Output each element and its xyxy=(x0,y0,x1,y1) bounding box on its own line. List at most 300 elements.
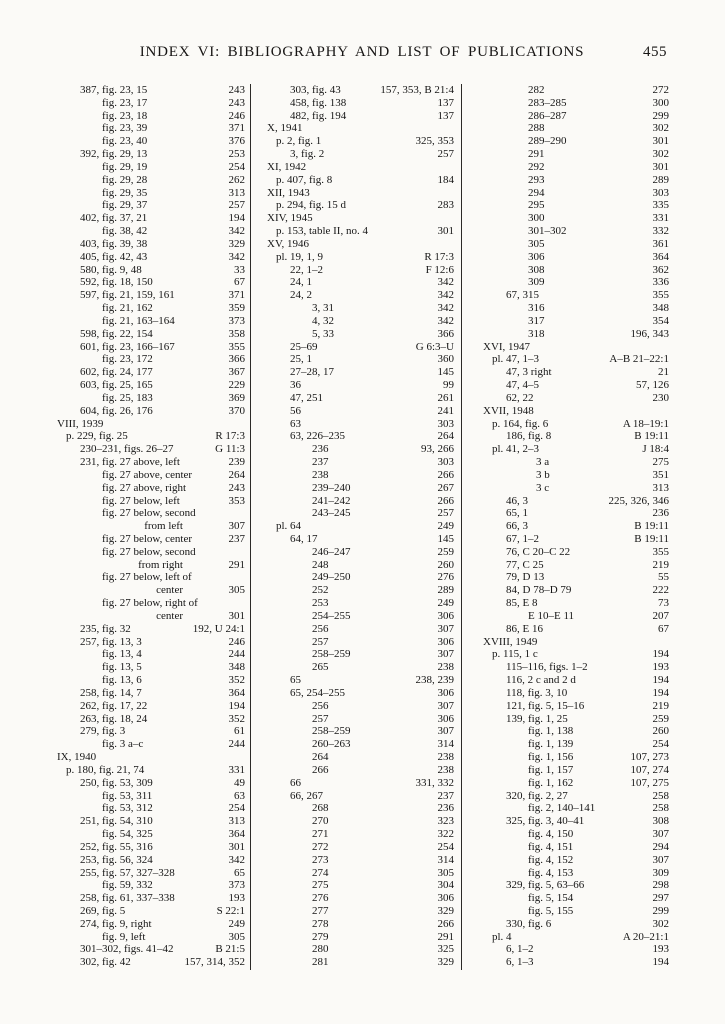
index-entry xyxy=(57,815,245,828)
index-entry xyxy=(57,238,245,251)
entry-reference: 107, 273 xyxy=(630,751,669,764)
index-entry xyxy=(483,713,669,726)
entry-label: XVIII, 1949 xyxy=(483,635,538,648)
entry-label: fig. 53, 311 xyxy=(102,789,153,802)
index-entry xyxy=(267,610,454,623)
entry-label: fig. 29, 37 xyxy=(102,199,148,212)
index-entry xyxy=(267,764,454,777)
entry-reference: 307 xyxy=(437,699,454,712)
index-entry xyxy=(483,802,669,815)
entry-reference: 243 xyxy=(228,481,245,494)
index-entry xyxy=(267,777,454,790)
entry-label: 66 xyxy=(290,776,301,789)
entry-reference: 306 xyxy=(437,635,454,648)
entry-reference: 238 xyxy=(437,763,454,776)
index-entry xyxy=(267,879,454,892)
entry-label: 243–245 xyxy=(312,507,351,520)
entry-reference: 301 xyxy=(228,840,245,853)
entry-label: p. 153, table II, no. 4 xyxy=(276,225,368,238)
index-entry xyxy=(483,495,669,508)
index-entry xyxy=(57,264,245,277)
entry-reference: A 20–21:1 xyxy=(622,930,669,943)
index-entry xyxy=(267,148,454,161)
index-entry xyxy=(57,661,245,674)
entry-label: 230–231, figs. 26–27 xyxy=(80,443,174,456)
entry-label: fig. 27 below, left xyxy=(102,494,180,507)
entry-label: 65 xyxy=(290,674,301,687)
entry-reference: 157, 353, B 21:4 xyxy=(380,84,454,96)
index-entry xyxy=(483,597,669,610)
index-entry xyxy=(267,405,454,418)
index-entry xyxy=(483,854,669,867)
entry-reference: 275 xyxy=(652,456,669,469)
entry-label: 317 xyxy=(528,314,545,327)
index-entry xyxy=(267,738,454,751)
entry-reference: 243 xyxy=(228,96,245,109)
entry-reference: 246 xyxy=(228,635,245,648)
entry-label: fig. 5, 154 xyxy=(528,892,574,905)
entry-label: fig. 23, 17 xyxy=(102,96,148,109)
entry-reference: 305 xyxy=(228,584,245,597)
entry-reference: 193 xyxy=(652,943,669,956)
entry-label: p. 180, fig. 21, 74 xyxy=(66,763,145,776)
entry-label: 301–302, figs. 41–42 xyxy=(80,943,174,956)
entry-label: fig. 9, left xyxy=(102,930,146,943)
entry-label: 329, fig. 5, 63–66 xyxy=(506,879,585,892)
index-entry xyxy=(57,110,245,123)
entry-label: 598, fig. 22, 154 xyxy=(80,327,153,340)
entry-reference: 364 xyxy=(228,828,245,841)
entry-label: 264 xyxy=(312,751,329,764)
entry-label: XI, 1942 xyxy=(267,160,307,173)
entry-reference: 302 xyxy=(652,917,669,930)
entry-label: fig. 59, 332 xyxy=(102,879,153,892)
entry-reference: 342 xyxy=(437,314,454,327)
index-entry xyxy=(483,379,669,392)
index-entry xyxy=(267,225,454,238)
entry-reference: 289 xyxy=(437,584,454,597)
entry-reference: 364 xyxy=(228,686,245,699)
entry-reference: 376 xyxy=(228,135,245,148)
index-entry xyxy=(483,507,669,520)
index-entry xyxy=(483,956,669,969)
entry-label: fig. 13, 6 xyxy=(102,674,142,687)
entry-reference: 194 xyxy=(652,648,669,661)
entry-reference: 329 xyxy=(437,956,454,969)
index-entry xyxy=(267,276,454,289)
entry-label: p. 164, fig. 6 xyxy=(492,417,549,430)
entry-reference: 254 xyxy=(228,802,245,815)
index-entry xyxy=(57,97,245,110)
entry-reference: 303 xyxy=(437,456,454,469)
entry-reference: 352 xyxy=(228,712,245,725)
index-entry xyxy=(483,828,669,841)
entry-label: 277 xyxy=(312,905,329,917)
entry-reference: 222 xyxy=(652,584,669,597)
index-entry xyxy=(57,379,245,392)
index-entry xyxy=(483,135,669,148)
index-entry xyxy=(483,892,669,905)
index-entry xyxy=(57,931,245,944)
entry-reference: 301 xyxy=(652,160,669,173)
index-column-1 xyxy=(57,84,245,969)
index-entry xyxy=(267,918,454,931)
index-entry xyxy=(267,674,454,687)
entry-label: fig. 4, 151 xyxy=(528,840,574,853)
index-entry xyxy=(483,777,669,790)
entry-label: 482, fig. 194 xyxy=(290,109,347,122)
index-entry xyxy=(57,251,245,264)
entry-reference: A 18–19:1 xyxy=(622,417,669,430)
index-entry xyxy=(57,790,245,803)
index-entry xyxy=(483,482,669,495)
entry-reference: 246 xyxy=(228,109,245,122)
index-entry xyxy=(267,700,454,713)
entry-label: 6, 1–3 xyxy=(506,956,534,969)
entry-label: 280 xyxy=(312,943,329,956)
index-section-heading xyxy=(57,418,245,431)
entry-label: p. 2, fig. 1 xyxy=(276,135,322,148)
entry-label: 3 a xyxy=(536,456,550,469)
entry-label: 597, fig. 21, 159, 161 xyxy=(80,289,175,302)
entry-reference: 325, 353 xyxy=(415,135,454,148)
entry-label: 580, fig. 9, 48 xyxy=(80,263,142,276)
index-entry xyxy=(483,546,669,559)
entry-reference: 193 xyxy=(228,892,245,905)
index-entry xyxy=(57,802,245,815)
index-entry xyxy=(57,174,245,187)
entry-label: 86, E 16 xyxy=(506,622,543,635)
index-entry xyxy=(267,366,454,379)
entry-label: 3, 31 xyxy=(312,302,334,315)
index-entry xyxy=(57,225,245,238)
entry-label: 300 xyxy=(528,212,545,225)
entry-reference: 55 xyxy=(658,571,669,584)
index-section-heading xyxy=(267,212,454,225)
index-section-heading xyxy=(483,405,669,418)
index-entry xyxy=(57,738,245,751)
entry-label: 4, 32 xyxy=(312,314,334,327)
index-entry xyxy=(267,956,454,969)
index-entry xyxy=(57,148,245,161)
entry-label: 231, fig. 27 above, left xyxy=(80,456,180,469)
entry-reference: 239 xyxy=(228,456,245,469)
index-entry xyxy=(483,815,669,828)
entry-reference: 304 xyxy=(437,879,454,892)
entry-reference: 257 xyxy=(437,507,454,520)
entry-reference: R 17:3 xyxy=(215,430,245,443)
entry-label: 258–259 xyxy=(312,725,351,738)
entry-reference: B 19:11 xyxy=(634,520,669,533)
entry-label: 118, fig. 3, 10 xyxy=(506,686,568,699)
entry-reference: 348 xyxy=(652,302,669,315)
index-entry xyxy=(483,443,669,456)
index-section-heading xyxy=(57,751,245,764)
entry-reference: 322 xyxy=(437,828,454,841)
entry-label: fig. 27 below, right of xyxy=(102,597,198,610)
index-entry xyxy=(57,559,245,572)
index-entry xyxy=(483,225,669,238)
entry-label: 253 xyxy=(312,597,329,610)
entry-reference: 262 xyxy=(228,173,245,186)
entry-label: 405, fig. 42, 43 xyxy=(80,250,148,263)
index-entry xyxy=(57,328,245,341)
index-entry xyxy=(483,623,669,636)
entry-reference: 219 xyxy=(652,558,669,571)
index-entry xyxy=(483,687,669,700)
index-entry xyxy=(57,700,245,713)
entry-reference: 107, 275 xyxy=(630,776,669,789)
index-entry xyxy=(483,392,669,405)
index-entry xyxy=(57,289,245,302)
entry-reference: 331 xyxy=(228,763,245,776)
index-entry xyxy=(483,648,669,661)
entry-reference: 21 xyxy=(658,366,669,379)
entry-reference: 65 xyxy=(234,866,245,879)
entry-reference: 307 xyxy=(437,622,454,635)
entry-label: fig. 53, 312 xyxy=(102,802,153,815)
entry-reference: 301 xyxy=(437,225,454,238)
entry-label: 253, fig. 56, 324 xyxy=(80,853,153,866)
entry-reference: 336 xyxy=(652,276,669,289)
entry-label: 25, 1 xyxy=(290,353,312,366)
entry-label: 139, fig. 1, 25 xyxy=(506,712,568,725)
index-entry xyxy=(57,405,245,418)
index-entry xyxy=(267,507,454,520)
index-entry xyxy=(267,546,454,559)
index-entry xyxy=(267,341,454,354)
entry-reference: 249 xyxy=(437,597,454,610)
entry-reference: 352 xyxy=(228,674,245,687)
entry-label: 64, 17 xyxy=(290,532,318,545)
index-entry xyxy=(483,418,669,431)
entry-label: 306 xyxy=(528,250,545,263)
column-divider-rule xyxy=(250,84,251,970)
entry-reference: 313 xyxy=(228,815,245,828)
entry-reference: 332 xyxy=(652,225,669,238)
index-entry xyxy=(57,623,245,636)
entry-label: 248 xyxy=(312,558,329,571)
entry-label: pl. 47, 1–3 xyxy=(492,353,540,366)
index-entry xyxy=(57,841,245,854)
index-entry xyxy=(483,199,669,212)
entry-label: 25–69 xyxy=(290,340,318,353)
entry-label: 257 xyxy=(312,635,329,648)
entry-label: 308 xyxy=(528,263,545,276)
index-entry xyxy=(483,161,669,174)
entry-label: fig. 38, 42 xyxy=(102,225,148,238)
entry-reference: B 21:5 xyxy=(215,943,245,956)
entry-label: fig. 21, 162 xyxy=(102,302,153,315)
entry-label: 330, fig. 6 xyxy=(506,917,552,930)
entry-reference: 49 xyxy=(234,776,245,789)
index-entry xyxy=(483,264,669,277)
index-entry xyxy=(57,495,245,508)
entry-reference: 260 xyxy=(437,558,454,571)
entry-label: 387, fig. 23, 15 xyxy=(80,84,148,96)
index-section-heading xyxy=(267,122,454,135)
entry-label: 286–287 xyxy=(528,109,567,122)
entry-reference: 329 xyxy=(228,237,245,250)
index-entry xyxy=(57,725,245,738)
index-entry xyxy=(57,456,245,469)
entry-reference: 196, 343 xyxy=(630,327,669,340)
index-entry xyxy=(483,700,669,713)
entry-reference: 229 xyxy=(228,379,245,392)
entry-reference: 342 xyxy=(437,276,454,289)
index-entry xyxy=(483,790,669,803)
index-entry xyxy=(57,546,245,559)
index-column-3 xyxy=(483,84,669,969)
entry-label: fig. 23, 40 xyxy=(102,135,148,148)
entry-reference: 194 xyxy=(228,699,245,712)
entry-label: 325, fig. 3, 40–41 xyxy=(506,815,585,828)
entry-reference: 313 xyxy=(228,186,245,199)
index-entry xyxy=(267,430,454,443)
entry-reference: 355 xyxy=(652,289,669,302)
index-entry xyxy=(57,636,245,649)
entry-reference: 225, 326, 346 xyxy=(608,494,669,507)
entry-label: 116, 2 c and 2 d xyxy=(506,674,576,687)
index-entry xyxy=(483,867,669,880)
index-entry xyxy=(483,469,669,482)
entry-reference: 342 xyxy=(437,289,454,302)
entry-reference: 257 xyxy=(228,199,245,212)
entry-reference: 302 xyxy=(652,122,669,135)
entry-reference: 371 xyxy=(228,289,245,302)
entry-reference: 145 xyxy=(437,366,454,379)
index-entry xyxy=(267,264,454,277)
entry-reference: 351 xyxy=(652,468,669,481)
index-entry xyxy=(267,648,454,661)
entry-label: 47, 251 xyxy=(290,391,323,404)
entry-label: 288 xyxy=(528,122,545,135)
entry-label: center xyxy=(156,584,183,597)
entry-label: 262, fig. 17, 22 xyxy=(80,699,148,712)
entry-reference: 107, 274 xyxy=(630,763,669,776)
index-entry xyxy=(267,687,454,700)
index-entry xyxy=(57,187,245,200)
entry-label: fig. 13, 4 xyxy=(102,648,142,661)
index-entry xyxy=(483,943,669,956)
index-entry xyxy=(267,135,454,148)
entry-label: fig. 27 above, right xyxy=(102,481,187,494)
index-entry xyxy=(483,931,669,944)
entry-label: fig. 2, 140–141 xyxy=(528,802,596,815)
entry-label: 79, D 13 xyxy=(506,571,545,584)
entry-reference: 303 xyxy=(437,417,454,430)
entry-label: 281 xyxy=(312,956,329,969)
entry-label: fig. 54, 325 xyxy=(102,828,153,841)
entry-label: 63 xyxy=(290,417,301,430)
entry-reference: 253 xyxy=(228,148,245,161)
entry-label: 458, fig. 138 xyxy=(290,96,347,109)
entry-label: fig. 1, 162 xyxy=(528,776,574,789)
entry-label: pl. 64 xyxy=(276,520,302,533)
index-entry xyxy=(57,610,245,623)
index-entry xyxy=(57,867,245,880)
entry-reference: 291 xyxy=(228,558,245,571)
index-section-heading xyxy=(267,238,454,251)
entry-reference: 369 xyxy=(228,391,245,404)
entry-label: XII, 1943 xyxy=(267,186,310,199)
entry-label: 246–247 xyxy=(312,545,351,558)
index-entry xyxy=(267,392,454,405)
entry-label: 65, 1 xyxy=(506,507,528,520)
entry-label: 3, fig. 2 xyxy=(290,148,325,161)
index-entry xyxy=(57,674,245,687)
entry-label: 269, fig. 5 xyxy=(80,905,126,917)
index-entry xyxy=(483,674,669,687)
entry-label: 270 xyxy=(312,815,329,828)
index-entry xyxy=(483,110,669,123)
entry-label: fig. 4, 153 xyxy=(528,866,574,879)
entry-reference: 289 xyxy=(652,173,669,186)
index-entry xyxy=(267,456,454,469)
index-entry xyxy=(483,841,669,854)
entry-reference: 73 xyxy=(658,597,669,610)
index-entry xyxy=(57,571,245,584)
entry-reference: 261 xyxy=(437,391,454,404)
entry-label: 84, D 78–D 79 xyxy=(506,584,572,597)
entry-label: 237 xyxy=(312,456,329,469)
entry-reference: 57, 126 xyxy=(636,379,669,392)
index-entry xyxy=(57,956,245,969)
entry-label: 47, 3 right xyxy=(506,366,552,379)
index-entry xyxy=(267,328,454,341)
entry-label: center xyxy=(156,609,183,622)
index-entry xyxy=(57,135,245,148)
index-entry xyxy=(267,469,454,482)
entry-reference: 184 xyxy=(437,173,454,186)
entry-label: 258, fig. 61, 337–338 xyxy=(80,892,175,905)
index-entry xyxy=(483,276,669,289)
entry-label: 3 c xyxy=(536,481,550,494)
entry-reference: 306 xyxy=(437,686,454,699)
entry-label: 22, 1–2 xyxy=(290,263,323,276)
entry-label: 249–250 xyxy=(312,571,351,584)
entry-label: 115–116, figs. 1–2 xyxy=(506,661,588,674)
index-entry xyxy=(57,443,245,456)
entry-label: 256 xyxy=(312,622,329,635)
entry-label: 303, fig. 43 xyxy=(290,84,341,96)
index-entry xyxy=(267,84,454,97)
index-entry xyxy=(57,597,245,610)
entry-reference: 266 xyxy=(437,917,454,930)
index-section-heading xyxy=(267,187,454,200)
entry-label: 67, 1–2 xyxy=(506,532,539,545)
entry-label: 403, fig. 39, 38 xyxy=(80,237,148,250)
index-entry xyxy=(483,84,669,97)
entry-label: 291 xyxy=(528,148,545,161)
entry-label: 258, fig. 14, 7 xyxy=(80,686,142,699)
entry-label: 273 xyxy=(312,853,329,866)
entry-label: 121, fig. 5, 15–16 xyxy=(506,699,585,712)
entry-label: 236 xyxy=(312,443,329,456)
entry-label: 302, fig. 42 xyxy=(80,956,131,969)
entry-reference: 294 xyxy=(652,840,669,853)
index-entry xyxy=(57,918,245,931)
entry-label: 62, 22 xyxy=(506,391,534,404)
entry-label: fig. 1, 156 xyxy=(528,751,574,764)
entry-reference: 307 xyxy=(437,648,454,661)
index-entry xyxy=(57,648,245,661)
index-entry xyxy=(483,289,669,302)
entry-label: IX, 1940 xyxy=(57,751,97,764)
entry-reference: 306 xyxy=(437,712,454,725)
entry-label: 251, fig. 54, 310 xyxy=(80,815,153,828)
index-entry xyxy=(57,892,245,905)
